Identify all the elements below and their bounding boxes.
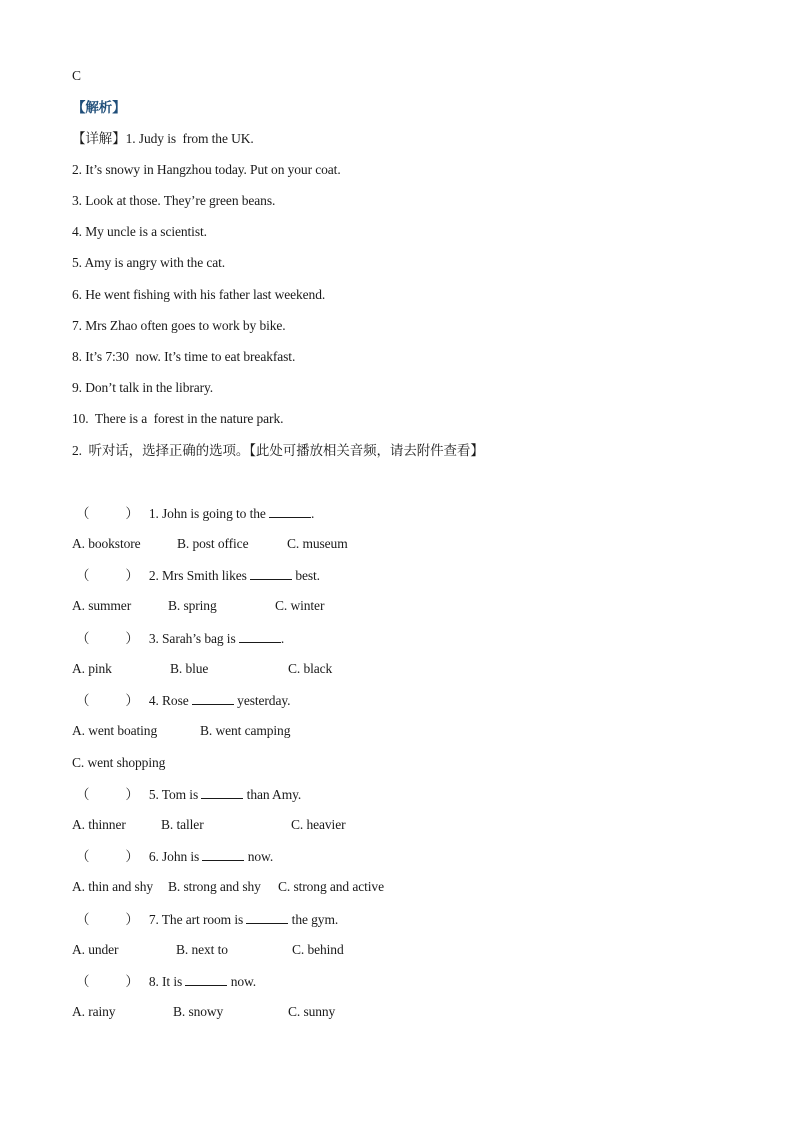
question-line	[76, 848, 273, 865]
answer-paren-close: ）	[125, 974, 139, 989]
fill-blank	[201, 786, 243, 799]
answer-paren-open: （	[76, 974, 90, 989]
answer-paren-close: ）	[125, 787, 139, 802]
option-b[interactable]: B. post office	[177, 536, 249, 551]
detail-text: 1. Judy is from the UK.	[125, 131, 254, 146]
detail-line-3: 3. Look at those. They’re green beans.	[72, 193, 276, 208]
detail-line-6: 6. He went fishing with his father last weekend.	[72, 287, 326, 302]
question-text-after: yesterday.	[233, 693, 291, 708]
option-b[interactable]: B. strong and shy	[168, 879, 261, 894]
question-text: 2. Mrs Smith likes	[148, 568, 251, 583]
question-text-after: now.	[227, 974, 257, 989]
question-text: 8. It is	[148, 974, 186, 989]
option-c[interactable]: C. black	[288, 661, 333, 676]
detail-line-2: 2. It’s snowy in Hangzhou today. Put on your coat.	[72, 162, 341, 177]
detail-line-8: 8. It’s 7:30 now. It’s time to eat breakfast.	[72, 349, 296, 364]
answer-paren-open: （	[76, 693, 90, 708]
detail-line-5: 5. Amy is angry with the cat.	[72, 255, 226, 270]
question-text-after: best.	[292, 568, 320, 583]
answer-paren-open: （	[76, 849, 90, 864]
question-text: 7. The art room is	[148, 912, 247, 927]
option-b[interactable]: B. taller	[161, 817, 204, 832]
question-text: 3. Sarah’s bag is	[148, 631, 239, 646]
option-b[interactable]: B. blue	[170, 661, 209, 676]
answer-paren-close: ）	[125, 849, 139, 864]
question-line	[76, 973, 256, 990]
option-b[interactable]: B. snowy	[173, 1004, 224, 1019]
option-a[interactable]: A. pink	[72, 661, 112, 676]
fill-blank	[250, 567, 292, 580]
answer-paren-open: （	[76, 568, 90, 583]
option-a[interactable]: A. thin and shy	[72, 879, 153, 894]
question-text-after: the gym.	[288, 912, 339, 927]
answer-paren-open: （	[76, 912, 90, 927]
answer-paren-close: ）	[125, 693, 139, 708]
answer-paren-open: （	[76, 506, 90, 521]
question-text-after: than Amy.	[243, 787, 302, 802]
question-text: 4. Rose	[148, 693, 192, 708]
option-c[interactable]: C. sunny	[288, 1004, 336, 1019]
option-c[interactable]: C. strong and active	[278, 879, 384, 894]
question-line	[76, 786, 301, 803]
answer-paren-close: ）	[125, 912, 139, 927]
question-line	[76, 630, 284, 647]
fill-blank	[185, 973, 227, 986]
option-a[interactable]: A. rainy	[72, 1004, 116, 1019]
question-text: 6. John is	[148, 849, 203, 864]
option-a[interactable]: A. bookstore	[72, 536, 141, 551]
option-a[interactable]: A. summer	[72, 598, 132, 613]
detail-tag: 【详解】	[72, 131, 126, 146]
question-line	[76, 692, 290, 709]
detail-line-4: 4. My uncle is a scientist.	[72, 224, 207, 239]
fill-blank	[246, 911, 288, 924]
answer-paren-open: （	[76, 631, 90, 646]
option-b[interactable]: B. went camping	[200, 723, 291, 738]
fill-blank	[239, 630, 281, 643]
answer-paren-close: ）	[125, 631, 139, 646]
detail-line-7: 7. Mrs Zhao often goes to work by bike.	[72, 318, 286, 333]
option-b[interactable]: B. next to	[176, 942, 228, 957]
detail-line-1	[72, 131, 254, 147]
section-heading: 2. 听对话，选择正确的选项。【此处可播放相关音频，请去附件查看】	[72, 443, 484, 458]
answer-paren-close: ）	[125, 506, 139, 521]
fill-blank	[202, 848, 244, 861]
question-text: 1. John is going to the	[148, 506, 270, 521]
answer-paren-close: ）	[125, 568, 139, 583]
option-c[interactable]: C. winter	[275, 598, 325, 613]
option-c[interactable]: C. heavier	[291, 817, 346, 832]
question-line	[76, 911, 338, 928]
question-line	[76, 567, 320, 584]
question-text-after: now.	[244, 849, 274, 864]
question-text-after: .	[311, 506, 315, 521]
question-text: 5. Tom is	[148, 787, 202, 802]
detail-line-9: 9. Don’t talk in the library.	[72, 380, 214, 395]
option-b[interactable]: B. spring	[168, 598, 217, 613]
analysis-tag: 【解析】	[72, 100, 126, 115]
detail-line-10: 10. There is a forest in the nature park.	[72, 411, 284, 426]
option-a[interactable]: A. under	[72, 942, 119, 957]
option-c[interactable]: C. behind	[292, 942, 344, 957]
option-c[interactable]: C. went shopping	[72, 755, 166, 770]
option-c[interactable]: C. museum	[287, 536, 348, 551]
question-text-after: .	[280, 631, 285, 646]
option-a[interactable]: A. went boating	[72, 723, 158, 738]
fill-blank	[192, 692, 234, 705]
option-a[interactable]: A. thinner	[72, 817, 126, 832]
question-line	[76, 505, 314, 522]
answer-paren-open: （	[76, 787, 90, 802]
fill-blank	[269, 505, 311, 518]
answer-letter: C	[72, 68, 81, 83]
